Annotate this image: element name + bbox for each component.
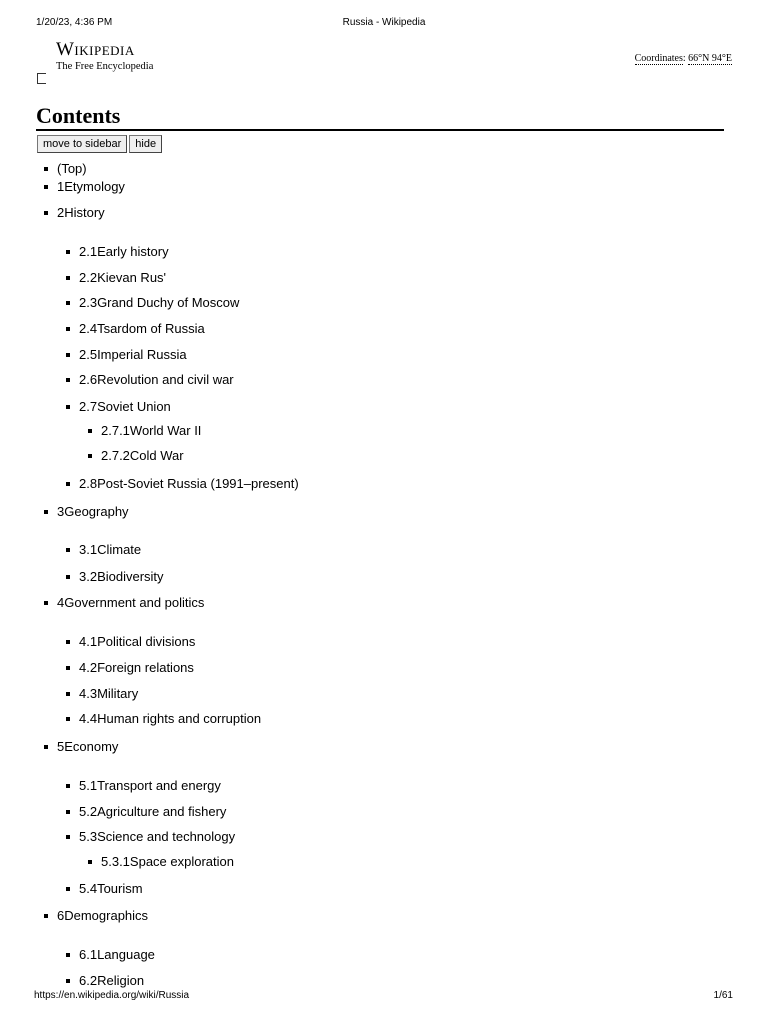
toc-item-government[interactable] xyxy=(57,595,204,611)
bullet-icon xyxy=(66,327,70,331)
menu-checkbox-icon[interactable] xyxy=(37,73,46,84)
toc-item-label: 4.3Military xyxy=(79,686,139,701)
toc-item-label: 2.5Imperial Russia xyxy=(79,347,187,362)
toc-item-label: 2.8Post-Soviet Russia (1991–present) xyxy=(79,476,299,491)
toc-item-space-exploration[interactable] xyxy=(101,854,234,870)
toc-item-label: 4.4Human rights and corruption xyxy=(79,711,262,726)
bullet-icon xyxy=(44,601,48,605)
print-footer xyxy=(34,990,733,1004)
hide-toc-button[interactable]: hide xyxy=(129,135,162,153)
bullet-icon xyxy=(66,301,70,305)
toc-item-military[interactable] xyxy=(79,686,138,702)
toc-item-label: 5.1Transport and energy xyxy=(79,778,221,793)
toc-item-agriculture[interactable] xyxy=(79,804,226,820)
toc-item-label: 5.3Science and technology xyxy=(79,829,236,844)
toc-item-religion[interactable] xyxy=(79,973,144,989)
bullet-icon xyxy=(44,745,48,749)
coordinates-value[interactable]: 66°N 94°E xyxy=(688,53,732,64)
toc-item-label: 2.1Early history xyxy=(79,244,169,259)
bullet-icon xyxy=(66,405,70,409)
toc-item-label: 5.4Tourism xyxy=(79,881,143,896)
logo-tagline: The Free Encyclopedia xyxy=(56,61,154,72)
bullet-icon xyxy=(66,276,70,280)
bullet-icon xyxy=(66,953,70,957)
toc-item-label: 2.7.2Cold War xyxy=(101,448,184,463)
bullet-icon xyxy=(88,454,92,458)
logo-wordmark: Wikipedia xyxy=(56,39,135,60)
toc-item-imperial-russia[interactable] xyxy=(79,347,187,363)
bullet-icon xyxy=(66,717,70,721)
bullet-icon xyxy=(66,835,70,839)
toc-item-soviet-union[interactable] xyxy=(79,399,171,415)
toc-item-label: 2.7Soviet Union xyxy=(79,399,171,414)
print-page-title: Russia - Wikipedia xyxy=(342,17,426,28)
coordinates: Coordinates: 66°N 94°E xyxy=(634,53,732,64)
bullet-icon xyxy=(44,510,48,514)
toc-item-label: 3Geography xyxy=(57,504,129,519)
bullet-icon xyxy=(66,482,70,486)
toc-item-foreign-relations[interactable] xyxy=(79,660,194,676)
bullet-icon xyxy=(44,167,48,171)
toc-item-label: 4Government and politics xyxy=(57,595,205,610)
bullet-icon xyxy=(66,548,70,552)
toc-item-label: 6.2Religion xyxy=(79,973,145,988)
toc-item-label: 4.2Foreign relations xyxy=(79,660,194,675)
toc-item-economy[interactable] xyxy=(57,739,118,755)
wikipedia-logo[interactable] xyxy=(56,40,153,73)
toc-item-label: (Top) xyxy=(57,161,87,176)
toc-item-political-divisions[interactable] xyxy=(79,634,195,650)
toc-item-label: 2.2Kievan Rus' xyxy=(79,270,167,285)
bullet-icon xyxy=(66,250,70,254)
print-datetime: 1/20/23, 4:36 PM xyxy=(36,17,113,28)
toc-item-label: 5.2Agriculture and fishery xyxy=(79,804,227,819)
print-page-number: 1/61 xyxy=(713,990,733,1001)
toc-item-label: 6Demographics xyxy=(57,908,149,923)
toc-item-label: 2.3Grand Duchy of Moscow xyxy=(79,295,240,310)
toc-item-label: 5Economy xyxy=(57,739,119,754)
print-header xyxy=(36,17,732,31)
toc-item-post-soviet[interactable] xyxy=(79,476,299,492)
toc-item-tourism[interactable] xyxy=(79,881,143,897)
toc-item-label: 5.3.1Space exploration xyxy=(101,854,234,869)
bullet-icon xyxy=(44,914,48,918)
bullet-icon xyxy=(88,429,92,433)
bullet-icon xyxy=(66,810,70,814)
toc-item-kievan-rus[interactable] xyxy=(79,270,166,286)
toc-item-transport-energy[interactable] xyxy=(79,778,221,794)
bullet-icon xyxy=(44,211,48,215)
toc-item-label: 3.2Biodiversity xyxy=(79,569,164,584)
toc-item-label: 1Etymology xyxy=(57,179,125,194)
toc-item-label: 6.1Language xyxy=(79,947,155,962)
toc-item-language[interactable] xyxy=(79,947,155,963)
toc-item-label: 2.4Tsardom of Russia xyxy=(79,321,205,336)
toc-item-tsardom[interactable] xyxy=(79,321,205,337)
toc-item-world-war-ii[interactable] xyxy=(101,423,201,439)
toc-item-human-rights[interactable] xyxy=(79,711,261,727)
print-url: https://en.wikipedia.org/wiki/Russia xyxy=(34,990,190,1001)
toc-heading: Contents xyxy=(36,103,724,131)
toc-item-demographics[interactable] xyxy=(57,908,148,924)
toc-item-cold-war[interactable] xyxy=(101,448,184,464)
toc-item-early-history[interactable] xyxy=(79,244,169,260)
toc-item-science-technology[interactable] xyxy=(79,829,235,845)
bullet-icon xyxy=(66,692,70,696)
bullet-icon xyxy=(66,887,70,891)
bullet-icon xyxy=(44,185,48,189)
toc-item-geography[interactable] xyxy=(57,504,129,520)
toc-item-top[interactable] xyxy=(57,161,87,177)
bullet-icon xyxy=(66,575,70,579)
bullet-icon xyxy=(88,860,92,864)
bullet-icon xyxy=(66,784,70,788)
bullet-icon xyxy=(66,353,70,357)
toc-item-label: 3.1Climate xyxy=(79,542,142,557)
move-to-sidebar-button[interactable]: move to sidebar xyxy=(37,135,127,153)
toc-item-revolution[interactable] xyxy=(79,372,234,388)
bullet-icon xyxy=(66,666,70,670)
toc-item-label: 2History xyxy=(57,205,105,220)
toc-item-biodiversity[interactable] xyxy=(79,569,164,585)
toc-item-climate[interactable] xyxy=(79,542,141,558)
toc-item-grand-duchy[interactable] xyxy=(79,295,239,311)
bullet-icon xyxy=(66,979,70,983)
bullet-icon xyxy=(66,378,70,382)
coordinates-label[interactable]: Coordinates xyxy=(634,53,683,64)
toc-item-etymology[interactable] xyxy=(57,179,125,195)
toc-controls xyxy=(37,135,162,153)
toc-item-label: 2.6Revolution and civil war xyxy=(79,372,234,387)
bullet-icon xyxy=(66,640,70,644)
toc-item-label: 2.7.1World War II xyxy=(101,423,202,438)
toc-item-label: 4.1Political divisions xyxy=(79,634,196,649)
toc-item-history[interactable] xyxy=(57,205,105,221)
